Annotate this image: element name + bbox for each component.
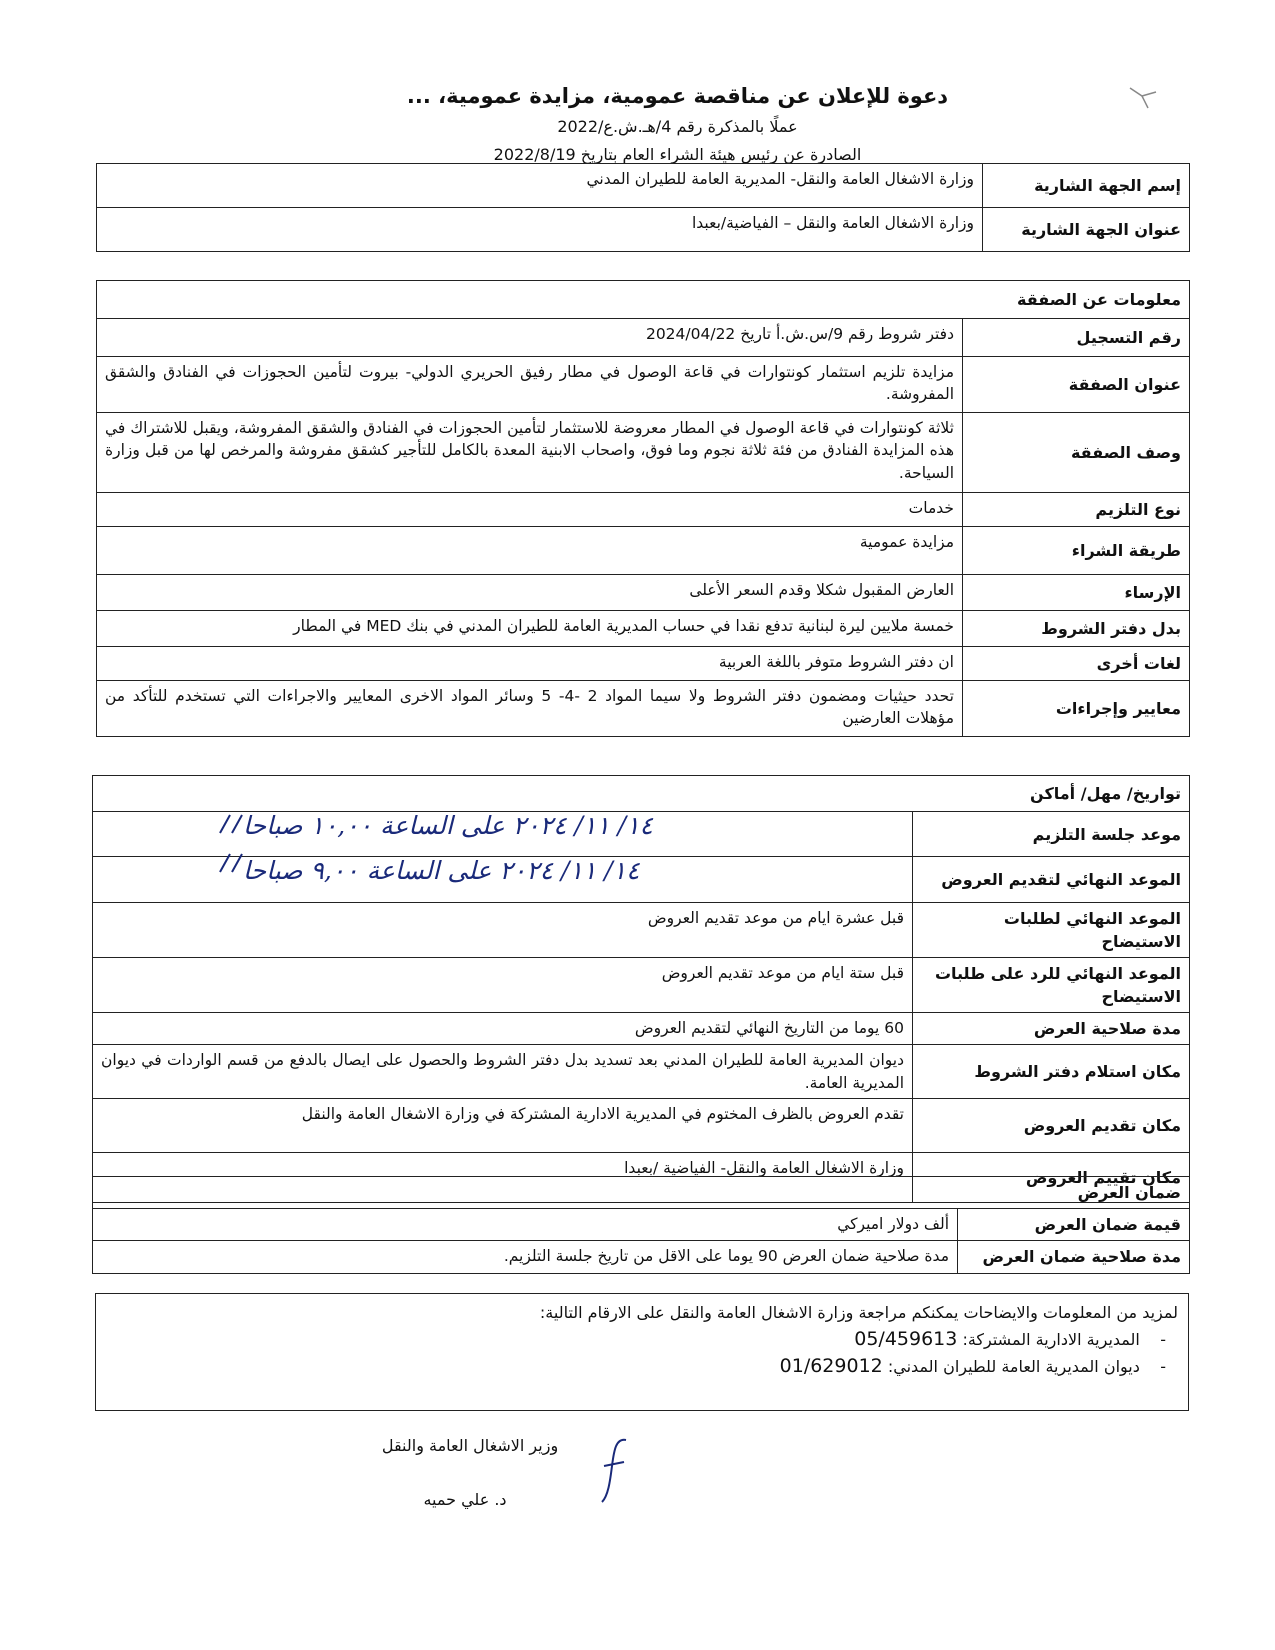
deal-title-value: مزايدة تلزيم استثمار كونتوارات في قاعة الوصول في مطار رفيق الحريري الدولي- بيروت لتأمين الحجوزات في الفنادق والشقق المفروشة. bbox=[97, 357, 963, 413]
section-header-row bbox=[97, 281, 1190, 319]
criteria-value: تحدد حيثيات ومضمون دفتر الشروط ولا سيما المواد 2 -4- 5 وسائر المواد الاخرى المعايير والاجراءات التي تستخدم للتأكد من مؤهلات العارضين bbox=[97, 681, 963, 737]
table-row bbox=[93, 857, 1190, 902]
contact-name: ديوان المديرية العامة للطيران المدني: bbox=[887, 1357, 1140, 1376]
table-row bbox=[93, 957, 1190, 1012]
clarification-reply-label: الموعد النهائي للرد على طلبات الاستيضاح bbox=[913, 957, 1190, 1012]
specs-fee-value: خمسة ملايين ليرة لبنانية تدفع نقدا في حساب المديرية العامة للطيران المدني في بنك MED في المطار bbox=[97, 611, 963, 647]
table-row bbox=[97, 681, 1190, 737]
other-languages-label: لغات أخرى bbox=[963, 647, 1190, 681]
evaluation-place-label: مكان تقييم العروض bbox=[913, 1153, 1190, 1203]
memo-reference: عملًا بالمذكرة رقم 4/هـ.ش.ع/2022 bbox=[557, 117, 798, 136]
handwritten-mark-icon bbox=[212, 813, 252, 837]
entity-address-value: وزارة الاشغال العامة والنقل – الفياضية/بعبدا bbox=[97, 208, 983, 252]
registration-label: رقم التسجيل bbox=[963, 319, 1190, 357]
contact-intro: لمزيد من المعلومات والايضاحات يمكنكم مراجعة وزارة الاشغال العامة والنقل على الارقام التالية: bbox=[539, 1303, 1178, 1322]
signature-icon bbox=[596, 1436, 636, 1506]
contact-number: 01/629012 bbox=[779, 1355, 883, 1377]
signatory-role: وزير الاشغال العامة والنقل bbox=[381, 1436, 559, 1455]
registration-value: دفتر شروط رقم 9/س.ش.أ تاريخ 2024/04/22 bbox=[97, 319, 963, 357]
procurement-method-value: مزايدة عمومية bbox=[97, 527, 963, 575]
award-session-label: موعد جلسة التلزيم bbox=[913, 812, 1190, 857]
table-row bbox=[97, 208, 1190, 252]
award-session-value: ١٤/ ١١/ ٢٠٢٤ على الساعة ١٠,٠٠ صباحا bbox=[243, 811, 653, 840]
guarantee-validity-label: مدة صلاحية ضمان العرض bbox=[958, 1241, 1190, 1273]
specs-pickup-value: ديوان المديرية العامة للطيران المدني بعد تسديد بدل دفتر الشروط والحصول على ايصال بالدفع من قسم الواردات في ديوان المديرية العامة. bbox=[93, 1045, 913, 1099]
procurement-method-label: طريقة الشراء bbox=[963, 527, 1190, 575]
specs-pickup-label: مكان استلام دفتر الشروط bbox=[913, 1045, 1190, 1099]
deal-section-title: معلومات عن الصفقة bbox=[97, 281, 1190, 319]
deal-description-label: وصف الصفقة bbox=[963, 413, 1190, 493]
clarification-deadline-value: قبل عشرة ايام من موعد تقديم العروض bbox=[93, 902, 913, 957]
page-title: دعوة للإعلان عن مناقصة عمومية، مزايدة عمومية، ... bbox=[406, 84, 949, 108]
table-row bbox=[97, 493, 1190, 527]
offers-deadline-label: الموعد النهائي لتقديم العروض bbox=[913, 857, 1190, 902]
evaluation-place-value: وزارة الاشغال العامة والنقل- الفياضية /بعبدا bbox=[93, 1153, 913, 1203]
table-row bbox=[97, 164, 1190, 208]
table-row bbox=[93, 812, 1190, 857]
offer-validity-label: مدة صلاحية العرض bbox=[913, 1013, 1190, 1045]
entity-address-label: عنوان الجهة الشارية bbox=[983, 208, 1190, 252]
specs-fee-label: بدل دفتر الشروط bbox=[963, 611, 1190, 647]
contract-type-value: خدمات bbox=[97, 493, 963, 527]
other-languages-value: ان دفتر الشروط متوفر باللغة العربية bbox=[97, 647, 963, 681]
offer-validity-value: 60 يوما من التاريخ النهائي لتقديم العروض bbox=[93, 1013, 913, 1045]
table-row bbox=[93, 1013, 1190, 1045]
guarantee-value-value: ألف دولار اميركي bbox=[93, 1209, 958, 1241]
table-row bbox=[97, 413, 1190, 493]
deal-title-label: عنوان الصفقة bbox=[963, 357, 1190, 413]
table-row bbox=[93, 1209, 1190, 1241]
clarification-deadline-label: الموعد النهائي لطلبات الاستيضاح bbox=[913, 902, 1190, 957]
submission-place-value: تقدم العروض بالظرف المختوم في المديرية الادارية المشتركة في وزارة الاشغال العامة والنقل bbox=[93, 1099, 913, 1153]
table-row bbox=[97, 527, 1190, 575]
table-row bbox=[93, 1241, 1190, 1273]
section-header-row bbox=[93, 776, 1190, 812]
deal-description-value: ثلاثة كونتوارات في قاعة الوصول في المطار معروضة للاستثمار لتأمين الحجوزات في الفنادق والشقق المفروشة، ويقبل للاشتراك في هذه المزايدة الفنادق من فئة ثلاثة نجوم وما فوق، واصحاب الابنية المعدة بالكامل للتأجير كشقق مفروشة والمرخص لها من قبل وزارة السياحة. bbox=[97, 413, 963, 493]
criteria-label: معايير وإجراءات bbox=[963, 681, 1190, 737]
contact-number: 05/459613 bbox=[854, 1328, 958, 1350]
guarantee-table bbox=[92, 1176, 1190, 1274]
clarification-reply-value: قبل ستة ايام من موعد تقديم العروض bbox=[93, 957, 913, 1012]
scan-mark-icon bbox=[1128, 82, 1168, 110]
submission-place-label: مكان تقديم العروض bbox=[913, 1099, 1190, 1153]
handwritten-mark-icon bbox=[212, 852, 252, 876]
table-row bbox=[97, 647, 1190, 681]
list-item: - ديوان المديرية العامة للطيران المدني: 01/629012 bbox=[779, 1355, 1166, 1377]
contact-name: المديرية الادارية المشتركة: bbox=[962, 1330, 1140, 1349]
entity-name-value: وزارة الاشغال العامة والنقل- المديرية العامة للطيران المدني bbox=[97, 164, 983, 208]
offers-deadline-value: ١٤/ ١١/ ٢٠٢٤ على الساعة ٩,٠٠ صباحا bbox=[243, 856, 640, 886]
deal-table bbox=[96, 280, 1190, 737]
entity-name-label: إسم الجهة الشارية bbox=[983, 164, 1190, 208]
issued-line: الصادرة عن رئيس هيئة الشراء العام بتاريخ 2022/8/19 bbox=[493, 145, 862, 164]
table-row bbox=[97, 319, 1190, 357]
table-row bbox=[93, 902, 1190, 957]
list-item: - المديرية الادارية المشتركة: 05/459613 bbox=[854, 1328, 1166, 1350]
guarantee-validity-value: مدة صلاحية ضمان العرض 90 يوما على الاقل من تاريخ جلسة التلزيم. bbox=[93, 1241, 958, 1273]
guarantee-value-label: قيمة ضمان العرض bbox=[958, 1209, 1190, 1241]
guarantee-section-title: ضمان العرض bbox=[93, 1177, 1190, 1209]
entity-table bbox=[96, 163, 1190, 252]
table-row bbox=[97, 357, 1190, 413]
table-row bbox=[93, 1045, 1190, 1099]
award-label: الإرساء bbox=[963, 575, 1190, 611]
table-row bbox=[93, 1099, 1190, 1153]
contract-type-label: نوع التلزيم bbox=[963, 493, 1190, 527]
contact-box bbox=[95, 1293, 1189, 1411]
dates-table bbox=[92, 775, 1190, 1203]
dates-section-title: تواريخ/ مهل/ أماكن bbox=[93, 776, 1190, 812]
table-row bbox=[97, 575, 1190, 611]
signatory-name: د. علي حميه bbox=[423, 1490, 507, 1509]
award-value: العارض المقبول شكلا وقدم السعر الأعلى bbox=[97, 575, 963, 611]
table-row bbox=[97, 611, 1190, 647]
section-header-row bbox=[93, 1177, 1190, 1209]
